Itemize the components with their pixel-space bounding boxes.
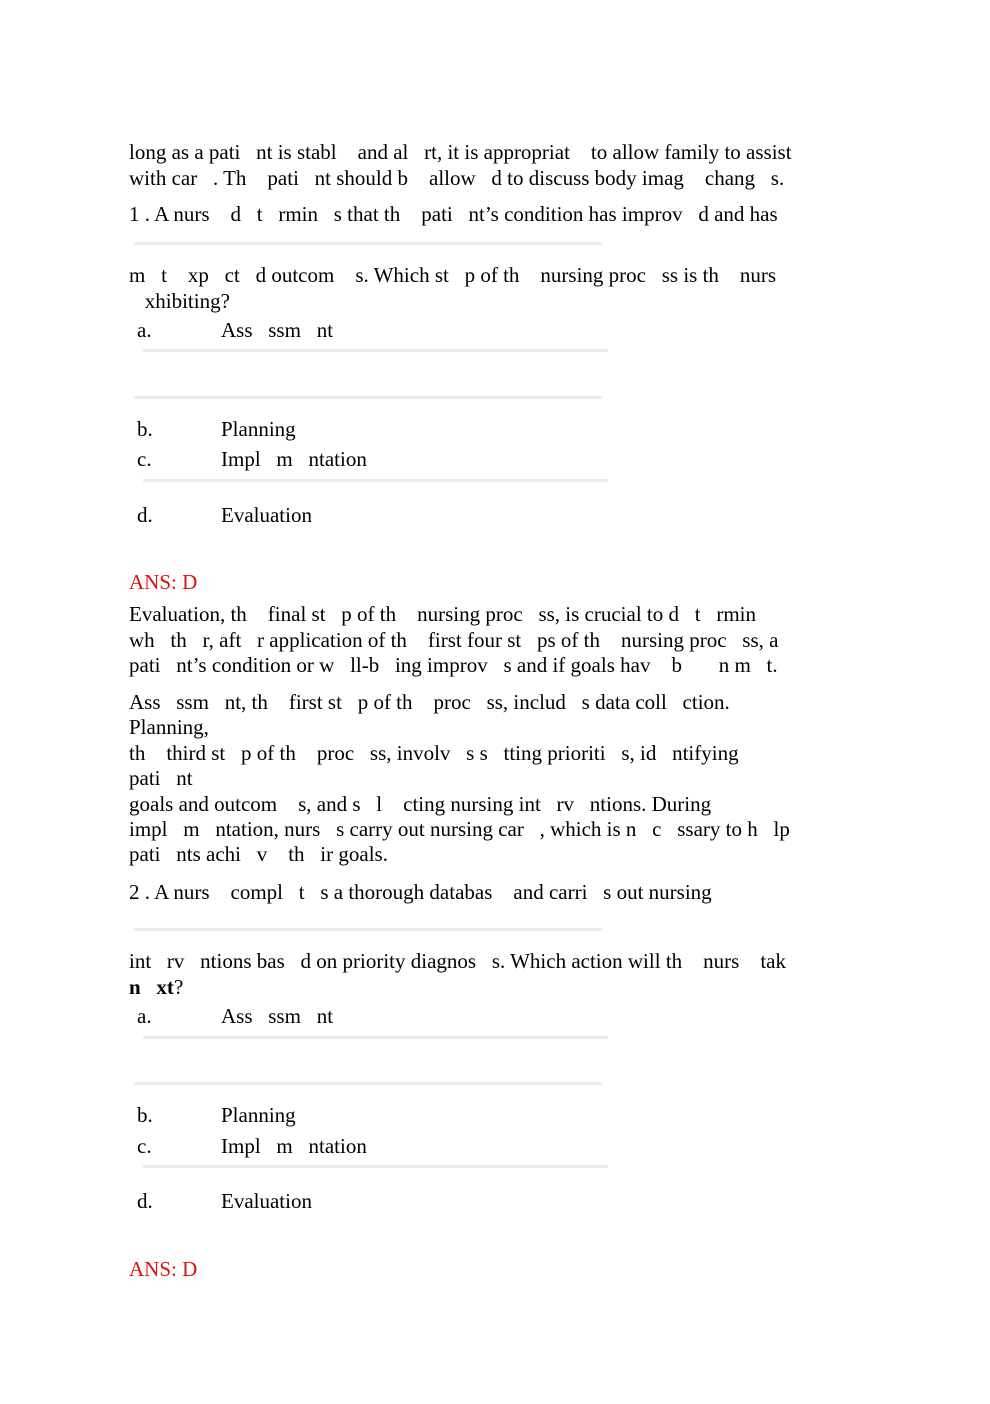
q2-stem-line-2: int rv ntions bas d on priority diagnos s. Which action will th nurs tak [129, 949, 786, 973]
q1-answer: ANS: D [129, 570, 198, 594]
divider [134, 1082, 602, 1085]
q1-rationale-line: pati nt’s condition or w ll-b ing improv s and if goals hav b n m t. [129, 653, 778, 677]
q1-rationale-line: Evaluation, th final st p of th nursing proc ss, is crucial to d t rmin [129, 602, 756, 626]
q1-option-c-letter: c. [137, 447, 152, 471]
divider [143, 1165, 608, 1168]
q1-rationale-line: pati nts achi v th ir goals. [129, 842, 388, 866]
q2-stem-line-3 [129, 975, 183, 1000]
q2-option-c-letter: c. [137, 1134, 152, 1158]
divider [134, 396, 602, 399]
q1-stem-line-2: m t xp ct d outcom s. Which st p of th nursing proc ss is th nurs [129, 263, 777, 287]
q2-stem-bold-word: n xt [129, 975, 174, 999]
q1-option-d-text: Evaluation [221, 503, 312, 527]
divider [143, 1036, 608, 1039]
q2-option-b-text: Planning [221, 1103, 296, 1127]
q1-option-b-letter: b. [137, 417, 153, 441]
q1-rationale-line: impl m ntation, nurs s carry out nursing car , which is n c ssary to h lp [129, 817, 790, 841]
q2-option-a-text: Ass ssm nt [221, 1004, 334, 1028]
q2-stem-line-1: 2 . A nurs compl t s a thorough databas and carri s out nursing [129, 880, 712, 904]
divider [143, 349, 608, 352]
q2-option-d-letter: d. [137, 1189, 153, 1213]
q1-rationale-line: wh th r, aft r application of th first four st ps of th nursing proc ss, a [129, 628, 779, 652]
q2-stem-question-mark: ? [173, 975, 184, 999]
q2-option-b-letter: b. [137, 1103, 153, 1127]
q1-option-c-text: Impl m ntation [221, 447, 367, 471]
divider [143, 479, 608, 482]
q1-rationale-line: Ass ssm nt, th first st p of th proc ss, includ s data coll ction. [129, 690, 730, 714]
q1-option-a-text: Ass ssm nt [221, 318, 334, 342]
q1-rationale-line: th third st p of th proc ss, involv s s tting prioriti s, id ntifying [129, 741, 739, 765]
q2-answer: ANS: D [129, 1257, 198, 1281]
q2-option-c-text: Impl m ntation [221, 1134, 367, 1158]
divider [134, 242, 602, 245]
q2-option-d-text: Evaluation [221, 1189, 312, 1213]
q2-option-a-letter: a. [137, 1004, 152, 1028]
q1-stem-line-3: xhibiting? [129, 289, 230, 313]
q1-option-b-text: Planning [221, 417, 296, 441]
q1-rationale-line: pati nt [129, 766, 193, 790]
intro-line-1: long as a pati nt is stabl and al rt, it is appropriat to allow family to assist [129, 140, 792, 164]
q1-stem-line-1: 1 . A nurs d t rmin s that th pati nt’s condition has improv d and has [129, 202, 778, 226]
divider [134, 928, 602, 931]
q1-option-a-letter: a. [137, 318, 152, 342]
q1-rationale-line: Planning, [129, 715, 209, 739]
intro-line-2: with car . Th pati nt should b allow d to discuss body imag chang s. [129, 166, 785, 190]
q1-rationale-line: goals and outcom s, and s l cting nursing int rv ntions. During [129, 792, 712, 816]
q1-option-d-letter: d. [137, 503, 153, 527]
